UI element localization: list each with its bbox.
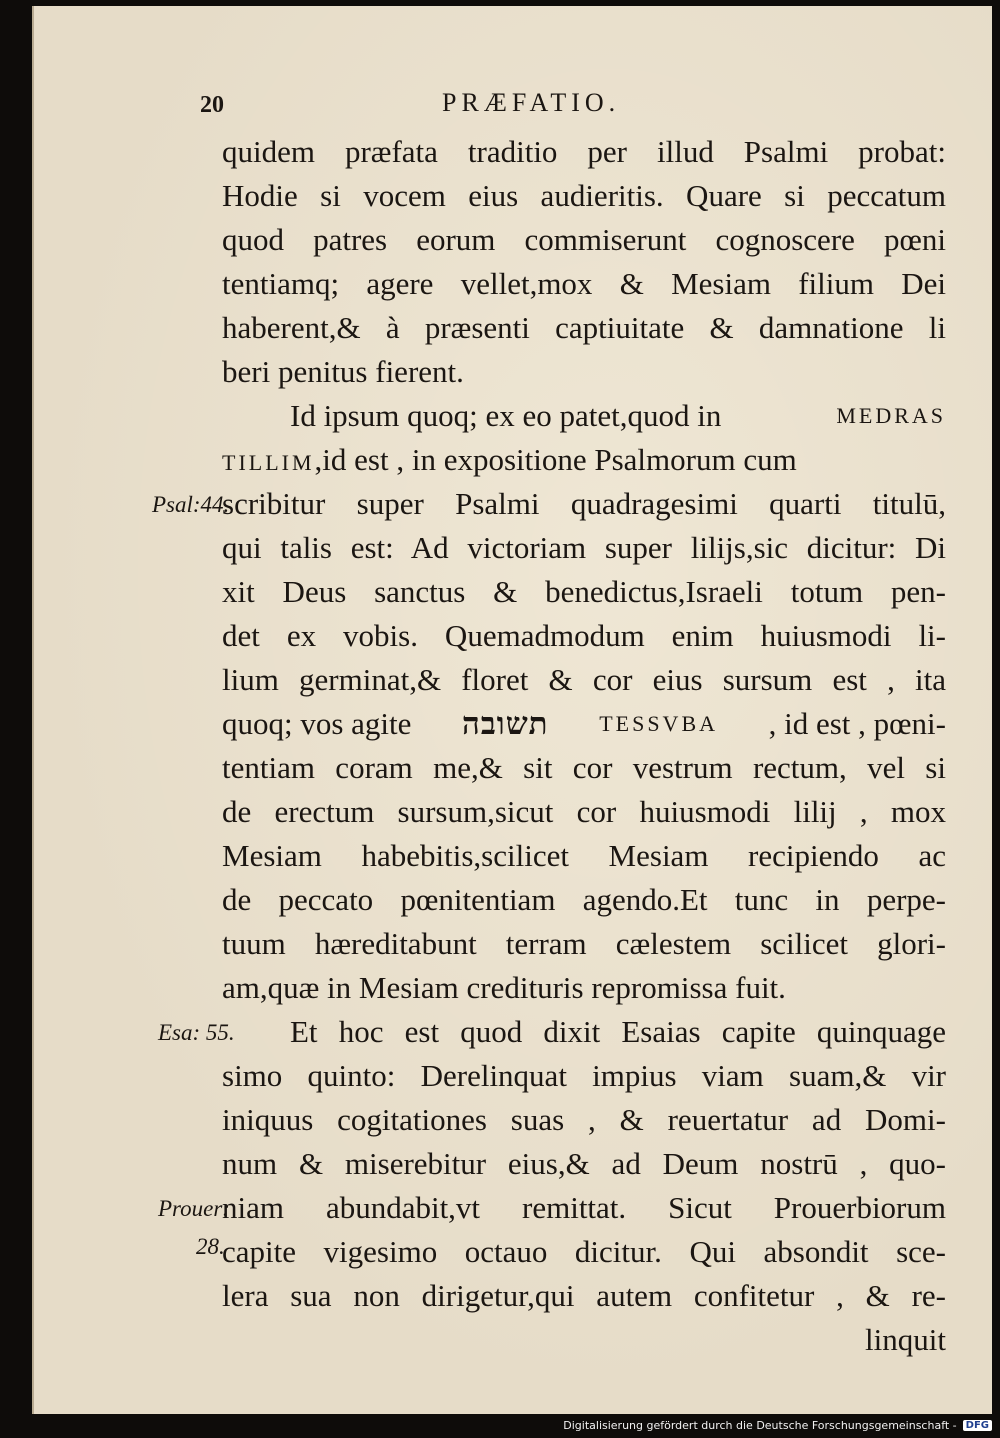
text-line: Mesiam habebitis,scilicet Mesiam recipiendo ac [222,838,946,873]
text-line: de erectum sursum,sicut cor huiusmodi lilij , mox [222,794,946,829]
text-line: quidem præfata traditio per illud Psalmi probat: [222,134,946,169]
text-line: capite vigesimo octauo dicitur. Qui absondit sce- [222,1234,946,1269]
digitization-footer [563,1416,992,1434]
text-line: niam abundabit,vt remittat. Sicut Prouerbiorum [222,1190,946,1225]
text-segment: , id est , pœni- [768,706,946,741]
marginal-note-esa: Esa: 55. [158,1020,235,1045]
marginal-note-psal: Psal:44. [152,492,230,517]
text-line: iniquus cogitationes suas , & reuertatur ad Domi- [222,1102,946,1137]
text-line: simo quinto: Derelinquat impius viam suam,& vir [222,1058,946,1093]
text-line: de peccato pœnitentiam agendo.Et tunc in perpe- [222,882,946,917]
text-line [290,394,946,438]
text-line: lera sua non dirigetur,qui autem confitetur , & re- [222,1278,946,1313]
footer-text: Digitalisierung gefördert durch die Deutsche Forschungsgemeinschaft - [563,1418,957,1432]
hebrew-word: תשובה [462,706,549,742]
text-line: tentiamq; agere vellet,mox & Mesiam filium Dei [222,266,946,301]
term-medras: MEDRAS [836,403,946,428]
marginal-note-prouer: Prouer: [158,1196,230,1221]
text-line: tentiam coram me,& sit cor vestrum rectum, vel si [222,750,946,785]
page-number: 20 [200,92,224,118]
text-line [222,702,946,746]
catchword: linquit [865,1322,946,1357]
text-line: quod patres eorum commiserunt cognoscere pœni [222,222,946,257]
term-tessuba: TESSVBA [599,711,718,736]
text-line: am,quæ in Mesiam credituris repromissa fuit. [222,970,786,1005]
marginal-note-prouer-number: 28. [196,1234,225,1259]
text-segment: Id ipsum quoq; ex eo patet,quod in [290,398,722,433]
term-tillim: TILLIM [222,450,315,475]
text-segment-group [222,438,797,482]
text-line: Et hoc est quod dixit Esaias capite quinquage [290,1014,946,1049]
dfg-logo: DFG [963,1420,992,1431]
running-head-title: PRÆFATIO. [442,88,621,117]
text-line: xit Deus sanctus & benedictus,Israeli totum pen- [222,574,946,609]
text-segment: quoq; vos agite [222,706,412,741]
text-line: scribitur super Psalmi quadragesimi quarti titulū, [222,486,946,521]
text-line [222,438,946,482]
text-line: tuum hæreditabunt terram cælestem scilicet glori- [222,926,946,961]
text-line: qui talis est: Ad victoriam super lilijs,sic dicitur: Di [222,530,946,565]
text-segment: ,id est , in expositione Psalmorum cum [314,442,797,477]
text-line: Hodie si vocem eius audieritis. Quare si peccatum [222,178,946,213]
text-line: lium germinat,& floret & cor eius sursum est , ita [222,662,946,697]
text-line: det ex vobis. Quemadmodum enim huiusmodi li- [222,618,946,653]
text-line: num & miserebitur eius,& ad Deum nostrū , quo- [222,1146,946,1181]
text-line: beri penitus fierent. [222,354,464,389]
text-line: haberent,& à præsenti captiuitate & damnatione li [222,310,946,345]
